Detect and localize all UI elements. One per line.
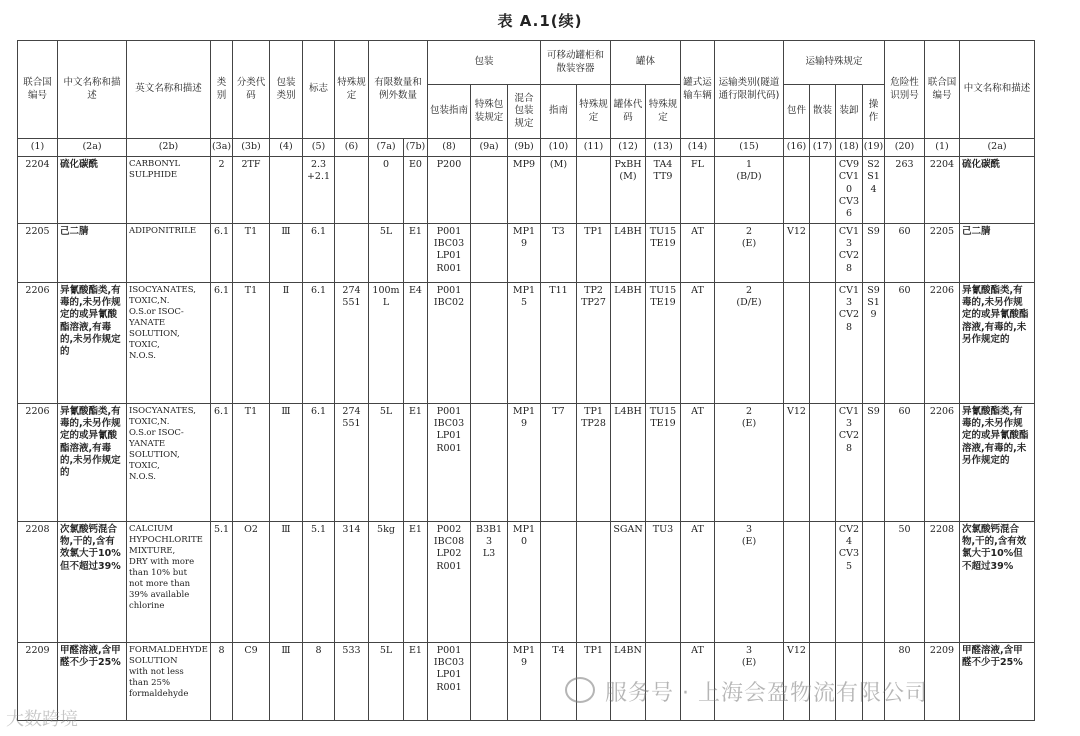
column-number: (10) [541, 139, 577, 157]
cell-c10: T3 [541, 223, 577, 282]
cell-c19: S9 [863, 403, 885, 521]
cell-c11: TP1 TP28 [577, 403, 611, 521]
cell-cn2: 异氰酸酯类,有毒的,未另作规定的或异氰酸酯溶液,有毒的,未另作规定的 [960, 282, 1035, 403]
cell-c9a: B3B13 L3 [471, 521, 508, 642]
cell-c7a: 0 [369, 157, 404, 224]
watermark [565, 676, 928, 707]
cell-c18: CV13 CV28 [836, 223, 863, 282]
cell-c13: TA4 TT9 [646, 157, 681, 224]
header-special: 特殊规定 [335, 41, 369, 139]
table-row [18, 403, 1035, 521]
cell-c20: 60 [885, 223, 925, 282]
cell-c11 [577, 521, 611, 642]
cell-c9b: MP19 [508, 403, 541, 521]
cell-c19: S9 S19 [863, 282, 885, 403]
table-title: 表 A.1(续) [497, 12, 583, 30]
cell-c12: L4BH [611, 403, 646, 521]
cell-en: CARBONYL SULPHIDE [127, 157, 211, 224]
cell-c12: L4BN [611, 642, 646, 720]
cell-un: 2204 [18, 157, 58, 224]
cell-c20: 60 [885, 282, 925, 403]
header-class: 类别 [211, 41, 233, 139]
cell-c3a: 6.1 [211, 403, 233, 521]
header-class-code: 分类代码 [233, 41, 270, 139]
header-en-name: 英文名称和描述 [127, 41, 211, 139]
cell-c17 [810, 282, 836, 403]
cell-c17 [810, 403, 836, 521]
cell-c7b: E1 [404, 403, 428, 521]
cell-c14: FL [681, 157, 715, 224]
cell-c7a: 5L [369, 223, 404, 282]
column-number: (2b) [127, 139, 211, 157]
cell-c14: AT [681, 282, 715, 403]
cell-c4: Ⅲ [270, 223, 303, 282]
cell-c8: P001 IBC03 LP01 R001 [428, 642, 471, 720]
cell-c7b: E1 [404, 642, 428, 720]
column-number: (6) [335, 139, 369, 157]
header-limited: 有限数量和例外数量 [369, 41, 428, 139]
header-un-no: 联合国编号 [18, 41, 58, 139]
cell-c12: SGAN [611, 521, 646, 642]
cell-cn2: 己二腈 [960, 223, 1035, 282]
cell-c3a: 2 [211, 157, 233, 224]
watermark-corner: 大数跨境 [6, 709, 78, 730]
cell-cn: 次氯酸钙混合物,干的,含有效氯大于10%但不超过39% [58, 521, 127, 642]
column-number: (12) [611, 139, 646, 157]
cell-c15: 2 (E) [715, 403, 784, 521]
cell-c9a [471, 282, 508, 403]
cell-c11: TP2 TP27 [577, 282, 611, 403]
cell-en: CALCIUM HYPOCHLORITE MIXTURE, DRY with more than 10% but not more than 39% available chlorine [127, 521, 211, 642]
cell-c15: 1 (B/D) [715, 157, 784, 224]
column-number: (20) [885, 139, 925, 157]
cell-un2: 2205 [925, 223, 960, 282]
cell-c13: TU15 TE19 [646, 403, 681, 521]
cell-c15: 2 (D/E) [715, 282, 784, 403]
header-loading: 装卸 [836, 85, 863, 139]
cell-c7b: E1 [404, 223, 428, 282]
header-bulk: 散装 [810, 85, 836, 139]
cell-c3b: O2 [233, 521, 270, 642]
watermark-text: 服务号 · 上海会盈物流有限公司 [605, 681, 928, 706]
cell-c5: 5.1 [303, 521, 335, 642]
column-number: (9b) [508, 139, 541, 157]
cell-c17 [810, 223, 836, 282]
cell-c4: Ⅲ [270, 403, 303, 521]
header-pkgs: 包件 [784, 85, 810, 139]
cell-c10: T7 [541, 403, 577, 521]
cell-c13: TU15 TE19 [646, 223, 681, 282]
header-pkg-group: 包装类别 [270, 41, 303, 139]
cell-un: 2206 [18, 403, 58, 521]
cell-c3b: T1 [233, 223, 270, 282]
cell-c18: CV13 CV28 [836, 282, 863, 403]
cell-c20: 50 [885, 521, 925, 642]
column-number: (5) [303, 139, 335, 157]
header-tank-group: 可移动罐柜和散装容器 [541, 41, 611, 85]
cell-c8: P001 IBC03 LP01 R001 [428, 403, 471, 521]
cell-c4: Ⅲ [270, 642, 303, 720]
cell-c6: 533 [335, 642, 369, 720]
cell-c6 [335, 157, 369, 224]
cell-c14: AT [681, 223, 715, 282]
header-pkg-special: 特殊包装规定 [471, 85, 508, 139]
cell-un: 2206 [18, 282, 58, 403]
header-cn-name: 中文名称和描述 [58, 41, 127, 139]
cell-c15: 3 (E) [715, 521, 784, 642]
header-tank-instr: 指南 [541, 85, 577, 139]
cell-c4: Ⅱ [270, 282, 303, 403]
header-hazard-id: 危险性识别号 [885, 41, 925, 139]
header-cn-name-2: 中文名称和描述 [960, 41, 1035, 139]
cell-c9b: MP19 [508, 223, 541, 282]
column-number: (9a) [471, 139, 508, 157]
header-label: 标志 [303, 41, 335, 139]
cell-c5: 6.1 [303, 403, 335, 521]
cell-c3a: 6.1 [211, 223, 233, 282]
cell-c20: 60 [885, 403, 925, 521]
cell-c15: 2 (E) [715, 223, 784, 282]
cell-c6 [335, 223, 369, 282]
cell-c3b: T1 [233, 282, 270, 403]
cell-c10: (M) [541, 157, 577, 224]
cell-c18: CV24 CV35 [836, 521, 863, 642]
column-number: (1) [925, 139, 960, 157]
table-row [18, 521, 1035, 642]
cell-c10 [541, 521, 577, 642]
cell-c3a: 6.1 [211, 282, 233, 403]
cell-c9a [471, 157, 508, 224]
cell-cn: 己二腈 [58, 223, 127, 282]
cell-c5: 6.1 [303, 282, 335, 403]
header-pkg-instr: 包装指南 [428, 85, 471, 139]
column-number: (2a) [58, 139, 127, 157]
header-packaging: 包装 [428, 41, 541, 85]
column-number: (13) [646, 139, 681, 157]
cell-c9a [471, 403, 508, 521]
cell-un: 2208 [18, 521, 58, 642]
cell-c5: 8 [303, 642, 335, 720]
cell-c8: P200 [428, 157, 471, 224]
cell-c17 [810, 157, 836, 224]
cell-c8: P002 IBC08 LP02 R001 [428, 521, 471, 642]
cell-c10: T11 [541, 282, 577, 403]
column-number: (2a) [960, 139, 1035, 157]
cell-c13: TU15 TE19 [646, 282, 681, 403]
cell-c19: S9 [863, 223, 885, 282]
cell-c12: PxBH (M) [611, 157, 646, 224]
cell-c16: V12 [784, 642, 810, 720]
cell-c7b: E1 [404, 521, 428, 642]
column-number: (14) [681, 139, 715, 157]
cell-c19: S2 S14 [863, 157, 885, 224]
cell-c15: 3 (E) [715, 642, 784, 720]
cell-c16 [784, 282, 810, 403]
cell-c16: V12 [784, 223, 810, 282]
table-row [18, 223, 1035, 282]
header-vehicle: 罐式运输车辆 [681, 41, 715, 139]
cell-c18: CV9 CV10 CV36 [836, 157, 863, 224]
cell-c20: 263 [885, 157, 925, 224]
header-tank-special-2: 特殊规定 [646, 85, 681, 139]
table-row [18, 282, 1035, 403]
cell-c9b: MP15 [508, 282, 541, 403]
cell-cn: 异氰酸酯类,有毒的,未另作规定的或异氰酸酯溶液,有毒的,未另作规定的 [58, 403, 127, 521]
cell-en: FORMALDEHYDE SOLUTION with not less than 25% formaldehyde [127, 642, 211, 720]
cell-c5: 6.1 [303, 223, 335, 282]
cell-c5: 2.3 +2.1 [303, 157, 335, 224]
cell-c19 [863, 521, 885, 642]
column-number: (7b) [404, 139, 428, 157]
cell-c7a: 5kg [369, 521, 404, 642]
cell-c11 [577, 157, 611, 224]
header-un-no-2: 联合国编号 [925, 41, 960, 139]
header-mixed: 混合包装规定 [508, 85, 541, 139]
cell-c16: V12 [784, 403, 810, 521]
cell-c7a: 5L [369, 403, 404, 521]
cell-un2: 2208 [925, 521, 960, 642]
cell-c4: Ⅲ [270, 521, 303, 642]
cell-cn: 异氰酸酯类,有毒的,未另作规定的或异氰酸酯溶液,有毒的,未另作规定的 [58, 282, 127, 403]
cell-cn2: 硫化碳酰 [960, 157, 1035, 224]
column-number: (19) [863, 139, 885, 157]
cell-c9b: MP10 [508, 521, 541, 642]
cell-c11: TP1 [577, 642, 611, 720]
cell-c3b: T1 [233, 403, 270, 521]
cell-c6: 274 551 [335, 282, 369, 403]
cell-c20: 80 [885, 642, 925, 720]
cell-cn2: 异氰酸酯类,有毒的,未另作规定的或异氰酸酯溶液,有毒的,未另作规定的 [960, 403, 1035, 521]
cell-c3b: 2TF [233, 157, 270, 224]
cell-c6: 314 [335, 521, 369, 642]
cell-cn2: 次氯酸钙混合物,干的,含有效氯大于10%但不超过39% [960, 521, 1035, 642]
cell-c4 [270, 157, 303, 224]
cell-c14: AT [681, 521, 715, 642]
header-tank: 罐体 [611, 41, 681, 85]
cell-c18: CV13 CV28 [836, 403, 863, 521]
column-number: (15) [715, 139, 784, 157]
cell-un: 2209 [18, 642, 58, 720]
header-transport-cat: 运输类别(隧道通行限制代码) [715, 41, 784, 139]
cell-c7a: 100mL [369, 282, 404, 403]
cell-c7b: E0 [404, 157, 428, 224]
header-tank-code: 罐体代码 [611, 85, 646, 139]
header-tank-special: 特殊规定 [577, 85, 611, 139]
wechat-icon [565, 677, 595, 703]
cell-c17 [810, 521, 836, 642]
column-number: (1) [18, 139, 58, 157]
cell-c11: TP1 [577, 223, 611, 282]
cell-en: ADIPONITRILE [127, 223, 211, 282]
cell-c6: 274 551 [335, 403, 369, 521]
cell-cn2: 甲醛溶液,含甲醛不少于25% [960, 642, 1035, 720]
cell-un: 2205 [18, 223, 58, 282]
cell-cn: 硫化碳酰 [58, 157, 127, 224]
header-transport-special: 运输特殊规定 [784, 41, 885, 85]
column-number: (3b) [233, 139, 270, 157]
cell-c7b: E4 [404, 282, 428, 403]
cell-c9a [471, 642, 508, 720]
cell-un2: 2206 [925, 282, 960, 403]
column-number: (17) [810, 139, 836, 157]
column-number: (16) [784, 139, 810, 157]
cell-c7a: 5L [369, 642, 404, 720]
cell-c9b: MP19 [508, 642, 541, 720]
column-number: (11) [577, 139, 611, 157]
cell-c3a: 5.1 [211, 521, 233, 642]
column-number: (7a) [369, 139, 404, 157]
cell-c16 [784, 521, 810, 642]
cell-en: ISOCYANATES, TOXIC,N. O.S.or ISOC- YANATE SOLUTION, TOXIC, N.O.S. [127, 282, 211, 403]
column-number: (3a) [211, 139, 233, 157]
column-number-row [18, 139, 1035, 157]
cell-c12: L4BH [611, 282, 646, 403]
cell-c8: P001 IBC02 [428, 282, 471, 403]
cell-cn: 甲醛溶液,含甲醛不少于25% [58, 642, 127, 720]
cell-c3b: C9 [233, 642, 270, 720]
dangerous-goods-table [17, 40, 1035, 721]
table-row [18, 157, 1035, 224]
header-operation: 操作 [863, 85, 885, 139]
cell-c14: AT [681, 642, 715, 720]
cell-un2: 2209 [925, 642, 960, 720]
cell-c13: TU3 [646, 521, 681, 642]
cell-c10: T4 [541, 642, 577, 720]
column-number: (4) [270, 139, 303, 157]
cell-c16 [784, 157, 810, 224]
column-number: (8) [428, 139, 471, 157]
cell-c9b: MP9 [508, 157, 541, 224]
cell-un2: 2204 [925, 157, 960, 224]
cell-c8: P001 IBC03 LP01 R001 [428, 223, 471, 282]
cell-c14: AT [681, 403, 715, 521]
column-number: (18) [836, 139, 863, 157]
cell-un2: 2206 [925, 403, 960, 521]
cell-en: ISOCYANATES, TOXIC,N. O.S.or ISOC- YANATE SOLUTION, TOXIC, N.O.S. [127, 403, 211, 521]
cell-c12: L4BH [611, 223, 646, 282]
cell-c3a: 8 [211, 642, 233, 720]
cell-c9a [471, 223, 508, 282]
